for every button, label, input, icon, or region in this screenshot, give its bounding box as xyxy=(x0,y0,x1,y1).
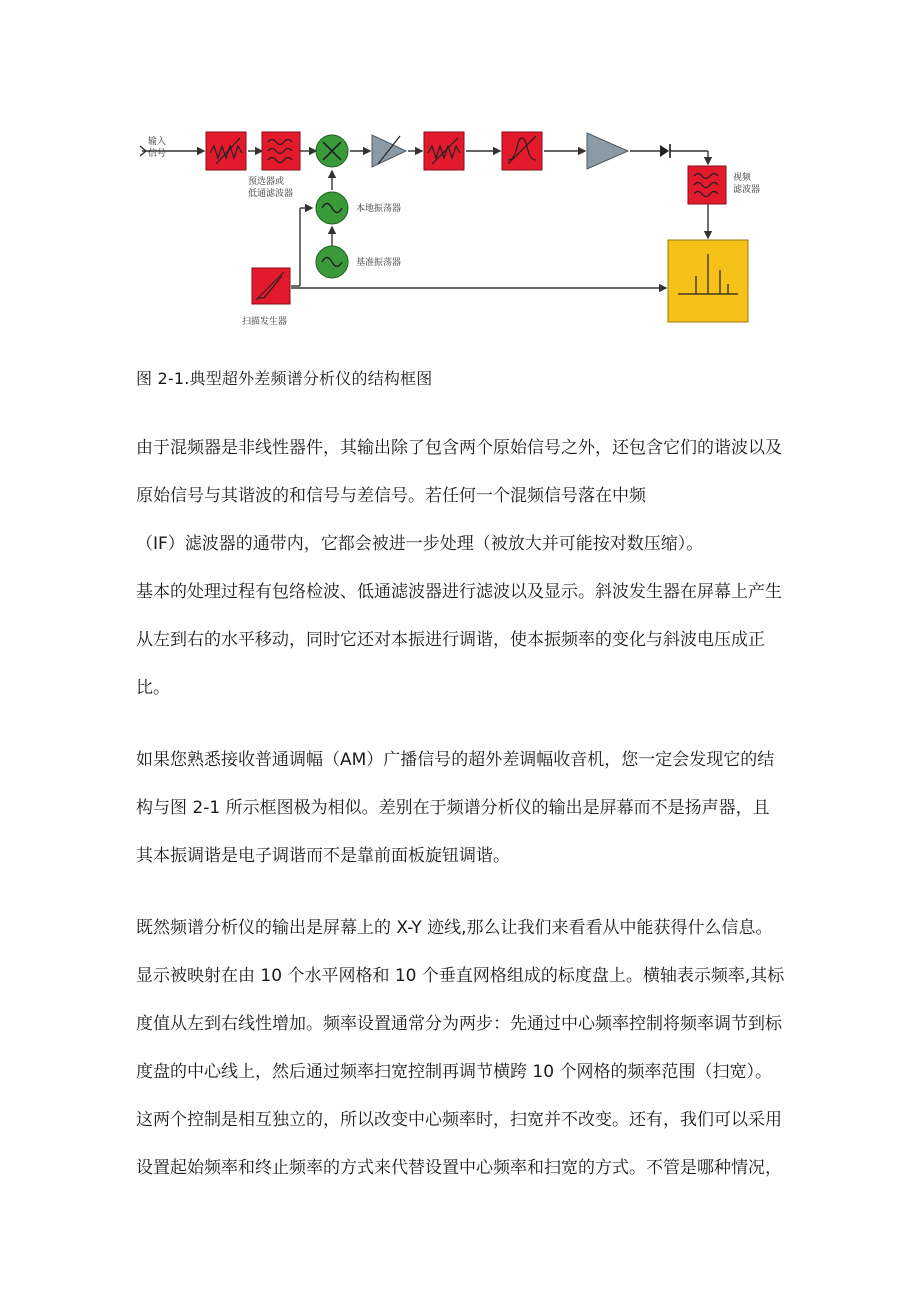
if-filter-block xyxy=(424,132,464,170)
envelope-detector-diode-icon xyxy=(660,144,670,158)
input-label-2: 信号 xyxy=(148,149,167,159)
local-oscillator-icon xyxy=(316,192,348,224)
body-line-7: 如果您熟悉接收普通调幅（AM）广播信号的超外差调幅收音机，您一定会发现它的结 xyxy=(136,750,775,770)
video-filter-block xyxy=(688,166,726,204)
body-line-6: 比。 xyxy=(136,678,170,698)
attenuator-block xyxy=(206,132,246,170)
input-label-1: 输入 xyxy=(148,137,167,147)
body-line-3: （IF）滤波器的通带内，它都会被进一步处理（被放大并可能按对数压缩）。 xyxy=(136,534,704,554)
body-line-12: 度值从左到右线性增加。频率设置通常分为两步：先通过中心频率控制将频率调节到标 xyxy=(136,1014,782,1034)
local-oscillator-label: 本地振荡器 xyxy=(356,204,402,214)
body-line-11: 显示被映射在由 10 个水平网格和 10 个垂直网格组成的标度盘上。横轴表示频率,其标 xyxy=(136,966,785,986)
display-screen-block xyxy=(668,240,748,322)
body-line-2: 原始信号与其谐波的和信号与差信号。若任何一个混频信号落在中频 xyxy=(136,486,646,506)
body-line-13: 度盘的中心线上，然后通过频率扫宽控制再调节横跨 10 个网格的频率范围（扫宽）。 xyxy=(136,1062,772,1082)
body-line-10: 既然频谱分析仪的输出是屏幕上的 X-Y 迹线,那么让我们来看看从中能获得什么信息。 xyxy=(136,918,773,938)
body-line-14: 这两个控制是相互独立的，所以改变中心频率时，扫宽并不改变。还有，我们可以采用 xyxy=(136,1110,782,1130)
log-amplifier-icon xyxy=(587,133,628,169)
mixer-icon xyxy=(316,135,348,167)
sweep-generator-block xyxy=(252,268,290,304)
body-line-9: 其本振调谐是电子调谐而不是靠前面板旋钮调谐。 xyxy=(136,846,510,866)
reference-oscillator-label: 基准振荡器 xyxy=(356,258,402,268)
preselector-filter-block xyxy=(262,132,300,170)
if-gain-amplifier-icon xyxy=(372,135,406,167)
body-line-15: 设置起始频率和终止频率的方式来代替设置中心频率和扫宽的方式。不管是哪种情况， xyxy=(136,1158,782,1178)
block-diagram xyxy=(130,118,770,333)
video-filter-label-2: 滤波器 xyxy=(733,185,761,195)
resolution-filter-block xyxy=(502,132,542,170)
figure-caption: 图 2-1.典型超外差频谱分析仪的结构框图 xyxy=(136,369,433,388)
block-diagram-figure xyxy=(130,118,770,333)
body-line-4: 基本的处理过程有包络检波、低通滤波器进行滤波以及显示。斜波发生器在屏幕上产生 xyxy=(136,582,782,602)
sweep-generator-label: 扫描发生器 xyxy=(242,317,288,327)
body-line-1: 由于混频器是非线性器件，其输出除了包含两个原始信号之外，还包含它们的谐波以及 xyxy=(136,438,782,458)
video-filter-label-1: 视频 xyxy=(733,173,752,183)
reference-oscillator-icon xyxy=(316,246,348,278)
preselector-label-2: 低通滤波器 xyxy=(248,189,294,199)
preselector-label-1: 预选器或 xyxy=(248,177,285,187)
body-line-5: 从左到右的水平移动，同时它还对本振进行调谐，使本振频率的变化与斜波电压成正 xyxy=(136,630,765,650)
body-line-8: 构与图 2-1 所示框图极为相似。差别在于频谱分析仪的输出是屏幕而不是扬声器，且 xyxy=(136,798,770,818)
